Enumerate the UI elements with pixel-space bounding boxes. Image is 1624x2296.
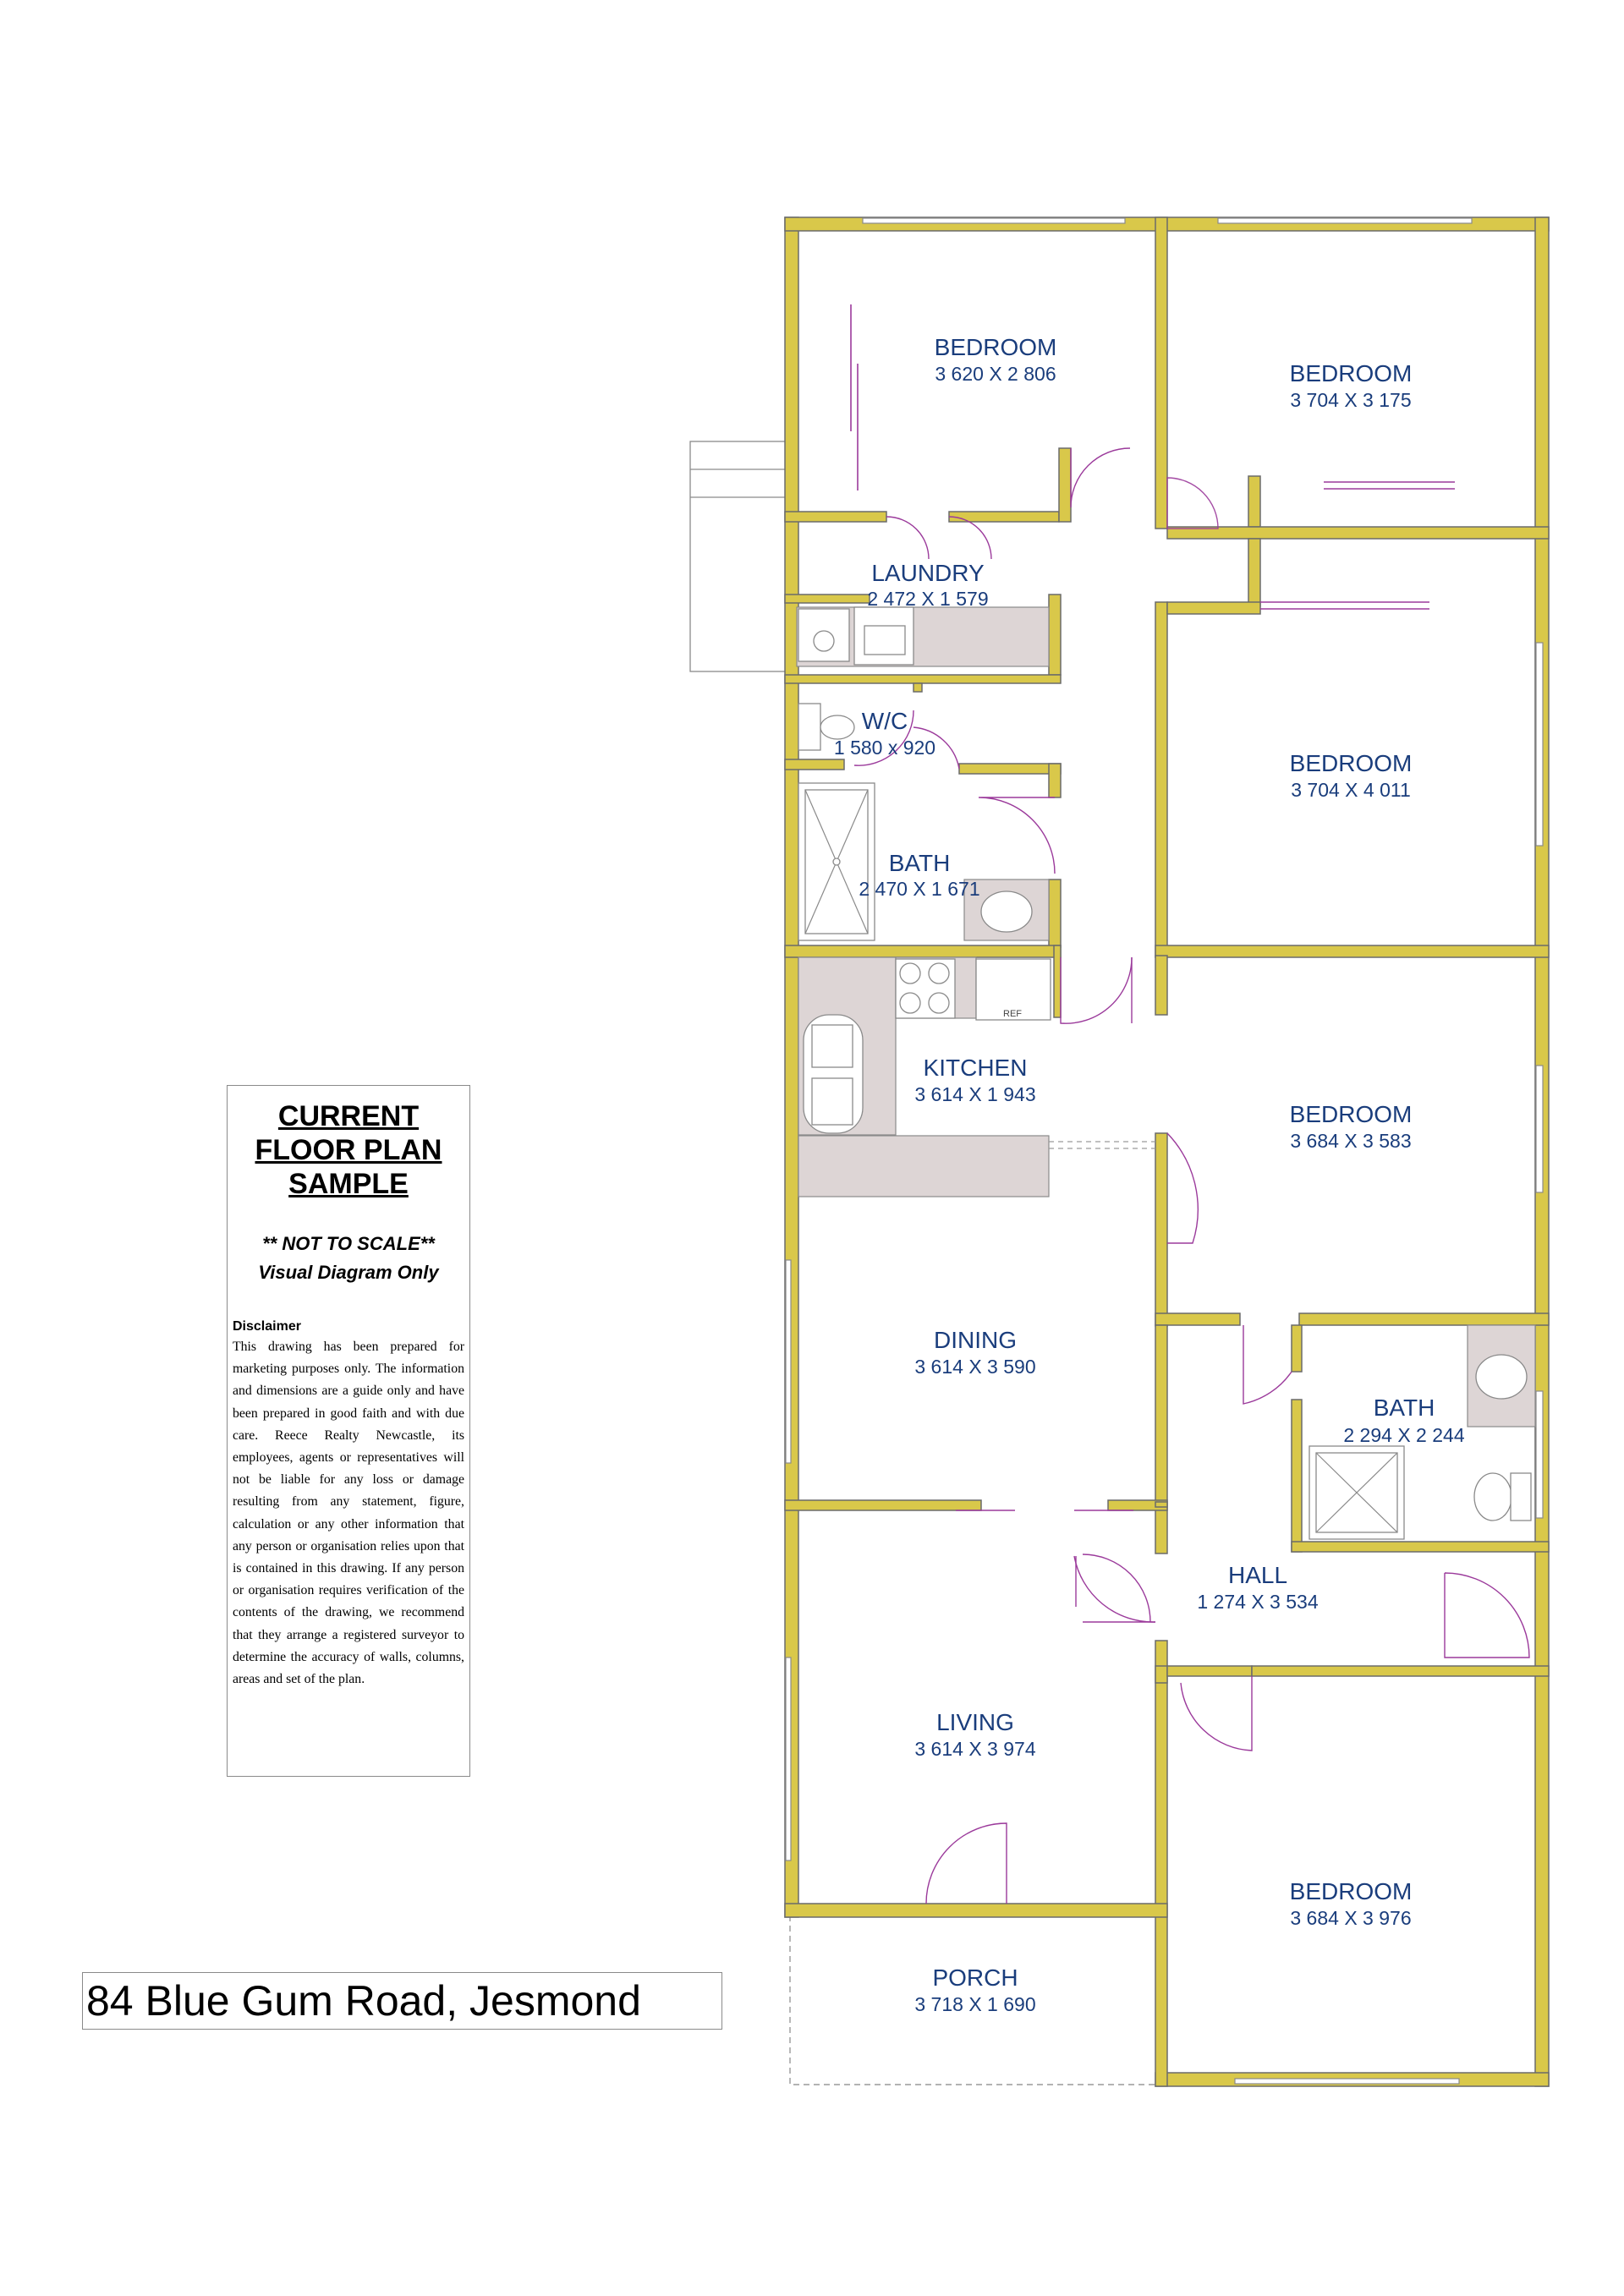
room-dims-living: 3 614 X 3 974	[914, 1738, 1036, 1760]
room-dims-hall: 1 274 X 3 534	[1197, 1591, 1319, 1613]
room-dims-laundry: 2 472 X 1 579	[867, 588, 989, 610]
room-name-bath-1: BATH	[888, 850, 951, 876]
room-name-bedroom-1: BEDROOM	[934, 334, 1057, 360]
plan-info-box	[227, 1085, 470, 1777]
room-dims-kitchen: 3 614 X 1 943	[914, 1083, 1036, 1105]
info-note	[233, 1230, 464, 1287]
room-dims-bedroom-5: 3 684 X 3 976	[1290, 1907, 1412, 1929]
info-note-line-2: Visual Diagram Only	[258, 1262, 439, 1283]
info-note-line-1: ** NOT TO SCALE**	[262, 1233, 435, 1254]
room-dims-bath-1: 2 470 X 1 671	[859, 878, 980, 900]
toilet-2	[1474, 1473, 1512, 1521]
room-dims-wc: 1 580 x 920	[833, 737, 936, 759]
room-dims-porch: 3 718 X 1 690	[914, 1993, 1036, 2015]
basin-1	[981, 891, 1032, 932]
room-dims-bath-2: 2 294 X 2 244	[1343, 1424, 1465, 1446]
room-name-bedroom-2: BEDROOM	[1289, 360, 1413, 386]
room-name-dining: DINING	[934, 1327, 1017, 1353]
room-name-bedroom-5: BEDROOM	[1289, 1878, 1413, 1904]
room-name-bedroom-4: BEDROOM	[1289, 1101, 1413, 1127]
kitchen-island	[798, 1136, 1049, 1197]
room-dims-dining: 3 614 X 3 590	[914, 1356, 1036, 1378]
room-dims-bedroom-4: 3 684 X 3 583	[1290, 1130, 1412, 1152]
room-name-hall: HALL	[1227, 1562, 1288, 1588]
disclaimer-heading: Disclaimer	[233, 1319, 301, 1334]
room-dims-bedroom-2: 3 704 X 3 175	[1290, 389, 1412, 411]
room-name-kitchen: KITCHEN	[923, 1055, 1028, 1081]
room-name-laundry: LAUNDRY	[871, 560, 985, 586]
basin-2	[1476, 1355, 1527, 1399]
info-title-line-2: FLOOR PLAN	[255, 1134, 442, 1166]
room-name-living: LIVING	[936, 1709, 1014, 1735]
fridge-label: REF	[1003, 1009, 1022, 1019]
info-title-line-3: SAMPLE	[288, 1168, 409, 1200]
room-dims-bedroom-3: 3 704 X 4 011	[1291, 779, 1411, 801]
room-name-porch: PORCH	[932, 1964, 1018, 1991]
room-name-wc: W/C	[861, 708, 908, 734]
property-address: 84 Blue Gum Road, Jesmond	[82, 1972, 722, 2030]
stairs	[690, 441, 790, 671]
room-dims-bedroom-1: 3 620 X 2 806	[935, 363, 1056, 385]
disclaimer-text: This drawing has been prepared for marketing purposes only. The information and dimensions are a guide only and have been prepared in good faith and with due care. Reece Realty Newcastle, its employees, agents or representatives will not be liable for any loss or damage resulting from any statement, figure, calculation or any other information that any person or organisation relies upon that is contained in this drawing. If any person or organisation requires verification of the contents of the drawing, we recommend that they arrange a registered surveyor to determine the accuracy of walls, columns, areas and set of the plan.	[233, 1340, 464, 1687]
room-name-bedroom-3: BEDROOM	[1289, 750, 1413, 776]
info-title-line-1: CURRENT	[277, 1100, 420, 1132]
room-name-bath-2: BATH	[1373, 1395, 1435, 1421]
